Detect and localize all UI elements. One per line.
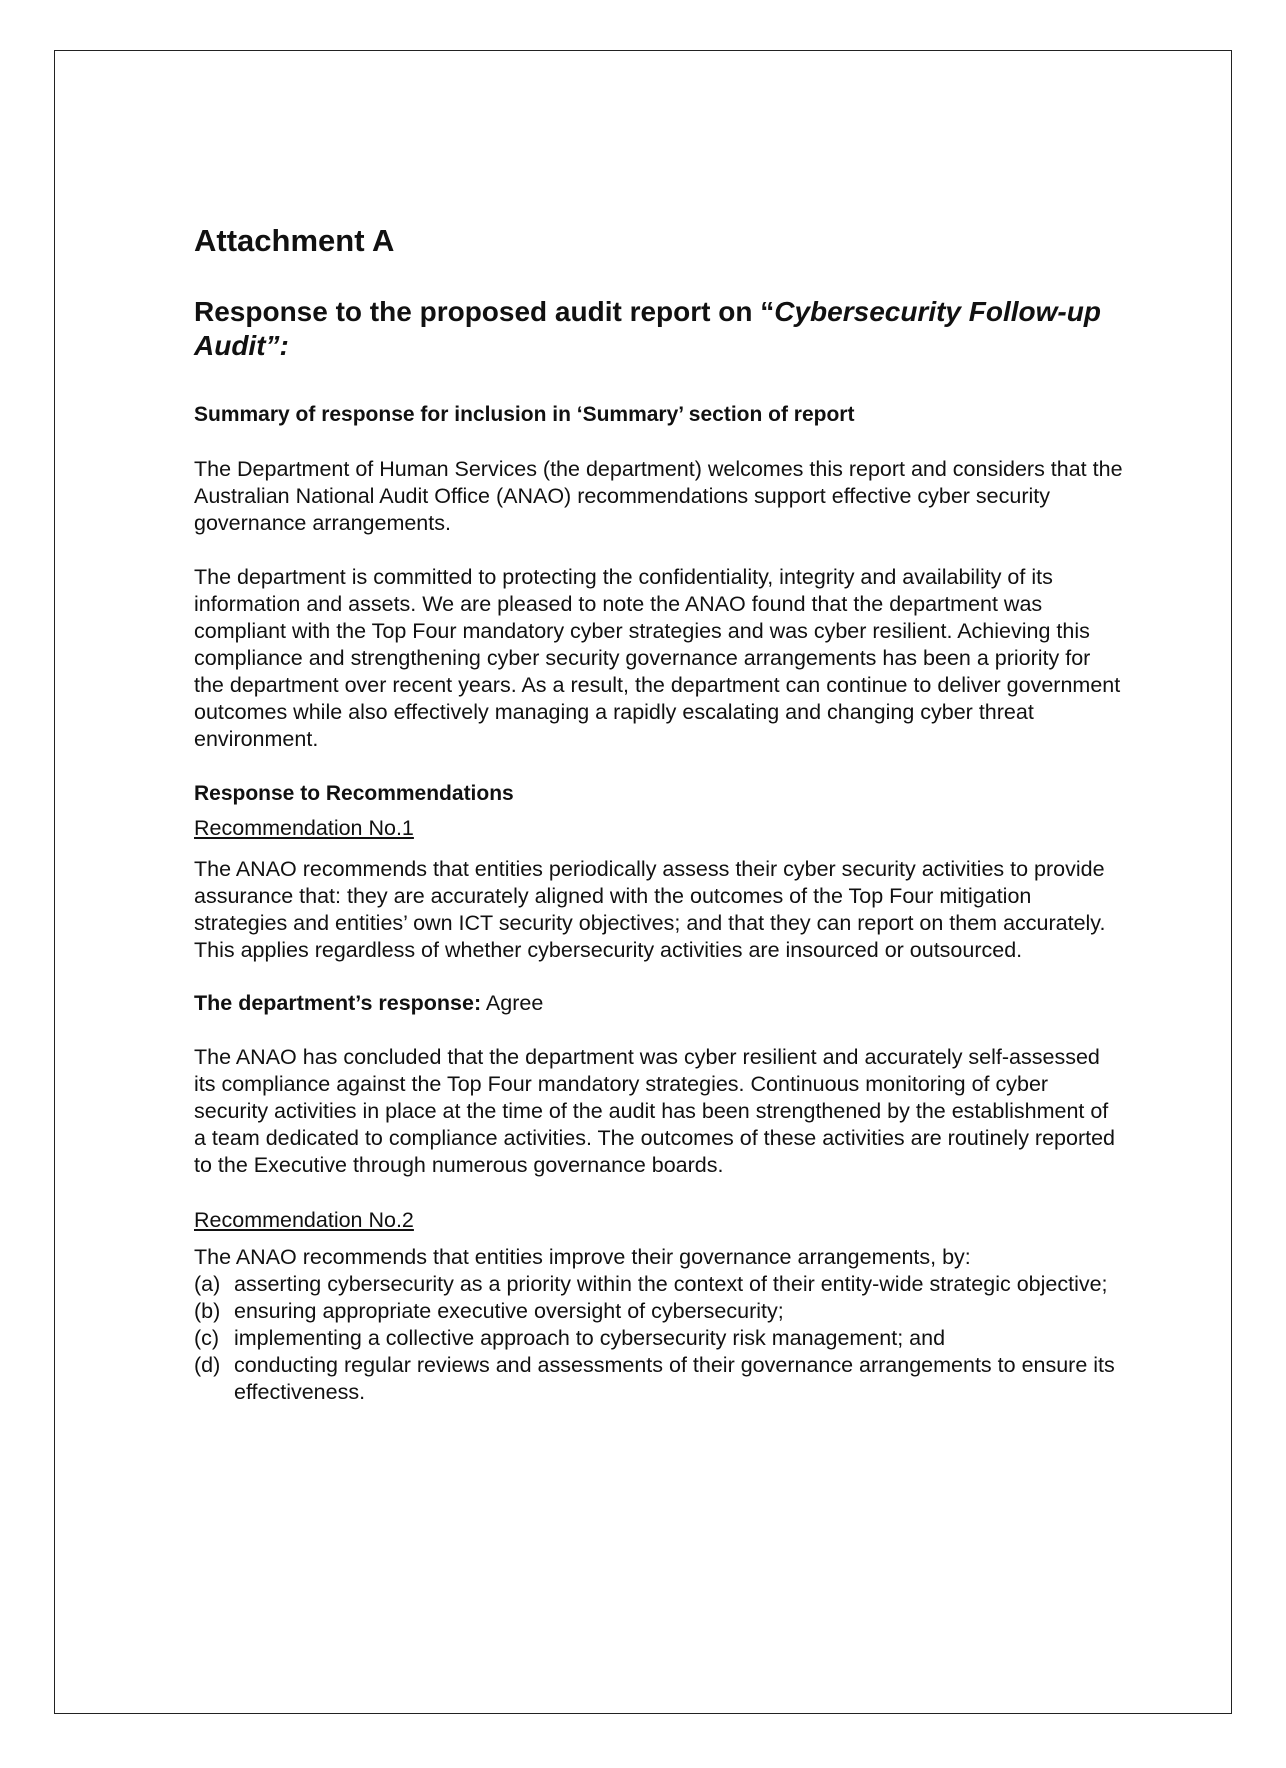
list-item-text: ensuring appropriate executive oversight of cybersecurity; xyxy=(234,1298,784,1323)
list-item-label: (a) xyxy=(194,1271,221,1296)
list-item xyxy=(194,1325,1124,1352)
department-response-value: Agree xyxy=(481,990,544,1015)
page-title: Attachment A xyxy=(194,223,395,258)
document-body xyxy=(194,222,1124,1406)
recommendation-2-list xyxy=(194,1271,1124,1406)
list-item-text: implementing a collective approach to cybersecurity risk management; and xyxy=(234,1325,946,1350)
list-item-text: asserting cybersecurity as a priority within the context of their entity-wide strategic objective; xyxy=(234,1271,1108,1296)
response-title-prefix: Response to the proposed audit report on “ xyxy=(194,296,775,328)
list-item-label: (d) xyxy=(194,1352,221,1377)
department-response-label: The department’s response: xyxy=(194,990,482,1015)
list-item xyxy=(194,1271,1124,1298)
list-item-label: (b) xyxy=(194,1298,221,1323)
department-response xyxy=(194,990,1124,1017)
recommendation-2-title: Recommendation No.2 xyxy=(194,1207,414,1232)
recommendation-2-intro: The ANAO recommends that entities improve their governance arrangements, by: xyxy=(194,1244,971,1269)
recommendation-1-text: The ANAO recommends that entities periodically assess their cyber security activities to provide assurance that: they are accurately aligned with the outcomes of the Top Four mitigation strategies and entities’ own ICT security objectives; and that they can report on them accurately. This applies regardless of whether cybersecurity activities are insourced or outsourced. xyxy=(194,856,1106,962)
response-title-italic: Cybersecurity Follow-up Audit”: xyxy=(194,296,1101,361)
response-title xyxy=(194,295,1124,362)
list-item-label: (c) xyxy=(194,1325,220,1350)
summary-paragraph-2: The department is committed to protecting the confidentiality, integrity and availability of its information and assets. We are pleased to note the ANAO found that the department was compliant with the Top Four mandatory cyber strategies and was cyber resilient. Achieving this compliance and strengthening cyber security governance arrangements has been a priority for the department over recent years. As a result, the department can continue to deliver government outcomes while also effectively managing a rapidly escalating and changing cyber threat environment. xyxy=(194,564,1121,751)
summary-heading: Summary of response for inclusion in ‘Summary’ section of report xyxy=(194,403,855,427)
list-item-text: conducting regular reviews and assessments of their governance arrangements to ensure its effectiveness. xyxy=(234,1352,1115,1404)
recommendation-1-title: Recommendation No.1 xyxy=(194,815,414,840)
summary-paragraph-1: The Department of Human Services (the department) welcomes this report and considers that the Australian National Audit Office (ANAO) recommendations support effective cyber security governance arrangements. xyxy=(194,456,1123,535)
list-item xyxy=(194,1298,1124,1325)
recommendations-heading: Response to Recommendations xyxy=(194,781,514,805)
department-response-text: The ANAO has concluded that the department was cyber resilient and accurately self-assessed its compliance against the Top Four mandatory strategies. Continuous monitoring of cyber security activities in place at the time of the audit has been strengthened by the establishment of a team dedicated to compliance activities. The outcomes of these activities are routinely reported to the Executive through numerous governance boards. xyxy=(194,1044,1116,1177)
list-item xyxy=(194,1352,1124,1406)
